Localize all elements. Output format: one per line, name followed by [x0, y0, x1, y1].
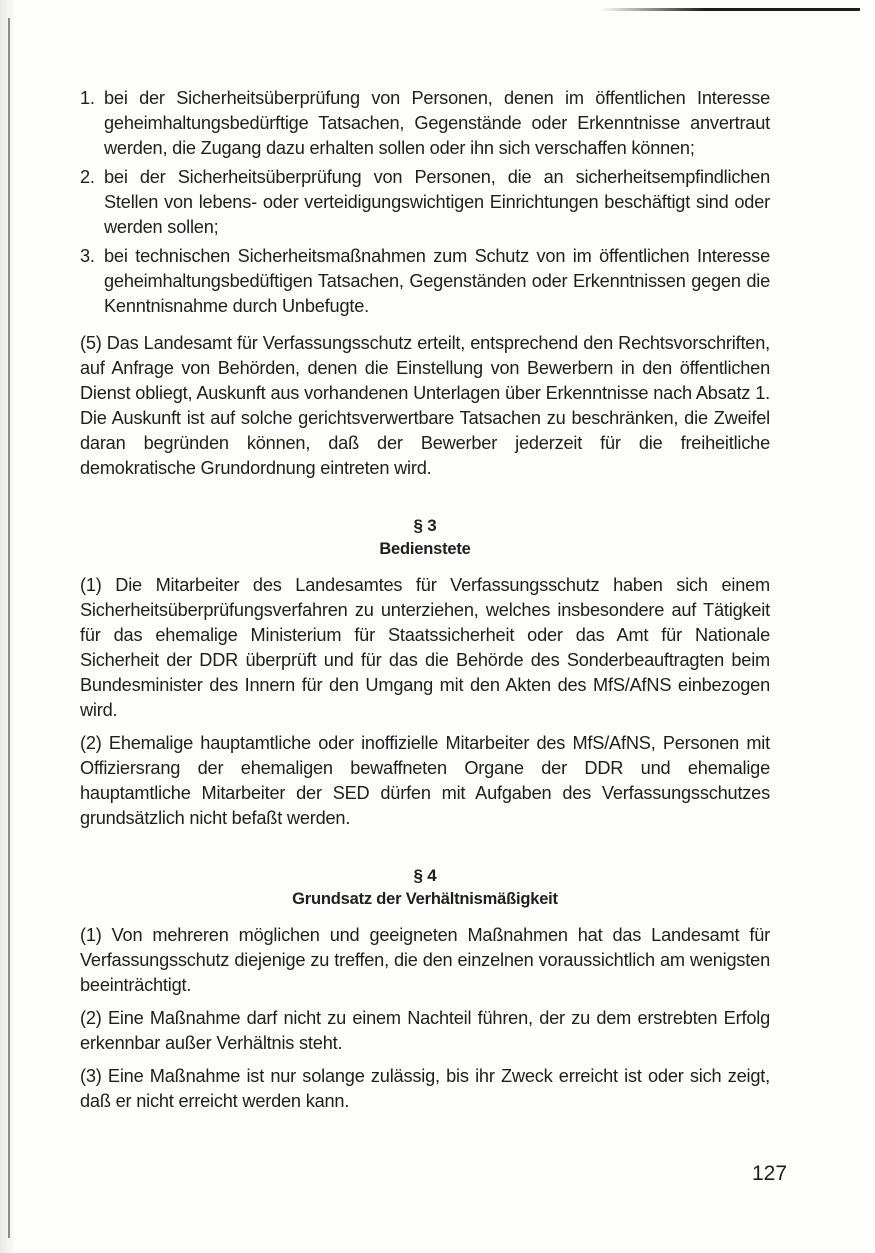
list-item-number: 2. [80, 167, 95, 187]
list-item-2 [80, 165, 770, 240]
section-3-paragraph-1: (1) Die Mitarbeiter des Landesamtes für Verfassungsschutz haben sich einem Sicherheitsüberprüfungsverfahren zu unterziehen, welches insbesondere auf Tätigkeit für das ehemalige Ministerium für Staatssicherheit oder das Amt für Nationale Sicherheit der DDR überprüft und für das die Behörde des Sonderbeauftragten beim Bundesminister des Innern für den Umgang mit den Akten des MfS/AfNS einbezogen wird. [80, 575, 770, 720]
list-item-text: bei der Sicherheitsüberprüfung von Personen, denen im öffentlichen Interesse geheimhaltungsbedürftige Tatsachen, Gegenstände oder Erkenntnisse anvertraut werden, die Zugang dazu erhalten sollen oder ihn sich verschaffen können; [104, 88, 770, 158]
section-title: Grundsatz der Verhältnismäßigkeit [292, 890, 558, 908]
list-item-3 [80, 244, 770, 319]
list-item-text: bei der Sicherheitsüberprüfung von Personen, die an sicherheitsempfindlichen Stellen von lebens- oder verteidigungswichtigen Einrichtungen beschäftigt sind oder werden sollen; [104, 167, 770, 237]
section-4-heading [80, 865, 770, 911]
section-number: § 3 [413, 516, 437, 535]
scan-binding-edge [0, 0, 14, 1253]
scan-edge-line [8, 18, 10, 1238]
page-number: 127 [752, 1162, 788, 1185]
section-3-heading [80, 515, 770, 561]
section-4-paragraph-1: (1) Von mehreren möglichen und geeigneten Maßnahmen hat das Landesamt für Verfassungsschutz diejenige zu treffen, die den einzelnen voraussichtlich am wenigsten beeinträchtigt. [80, 925, 770, 995]
list-item-text: bei technischen Sicherheitsmaßnahmen zum Schutz von im öffentlichen Interesse geheimhaltungsbedüftigen Tatsachen, Gegenständen oder Erkenntnissen gegen die Kenntnisnahme durch Unbefugte. [104, 246, 770, 316]
section-title: Bedienstete [379, 540, 471, 558]
section-number: § 4 [413, 866, 437, 885]
section-4-paragraph-3: (3) Eine Maßnahme ist nur solange zulässig, bis ihr Zweck erreicht ist oder sich zeigt, daß er nicht erreicht werden kann. [80, 1066, 770, 1111]
list-item-number: 1. [80, 88, 95, 108]
list-item-1 [80, 86, 770, 161]
page-content [80, 86, 770, 1114]
scan-top-mark [600, 8, 860, 11]
section-3-paragraph-2: (2) Ehemalige hauptamtliche oder inoffizielle Mitarbeiter des MfS/AfNS, Personen mit Offiziersrang der ehemaligen bewaffneten Organe der DDR und ehemalige hauptamtliche Mitarbeiter der SED dürfen mit Aufgaben des Verfassungsschutzes grundsätzlich nicht befaßt werden. [80, 733, 770, 828]
section-4-paragraph-2: (2) Eine Maßnahme darf nicht zu einem Nachteil führen, der zu dem erstrebten Erfolg erkennbar außer Verhältnis steht. [80, 1008, 770, 1053]
list-item-number: 3. [80, 246, 95, 266]
paragraph-5: (5) Das Landesamt für Verfassungsschutz erteilt, entsprechend den Rechtsvorschriften, auf Anfrage von Behörden, denen die Einstellung von Bewerbern in den öffentlichen Dienst obliegt, Auskunft aus vorhandenen Unterlagen über Erkenntnisse nach Absatz 1. Die Auskunft ist auf solche gerichtsverwertbare Tatsachen zu beschränken, die Zweifel daran begründen können, daß der Bewerber jederzeit für die freiheitliche demokratische Grundordnung eintreten wird. [80, 333, 770, 478]
